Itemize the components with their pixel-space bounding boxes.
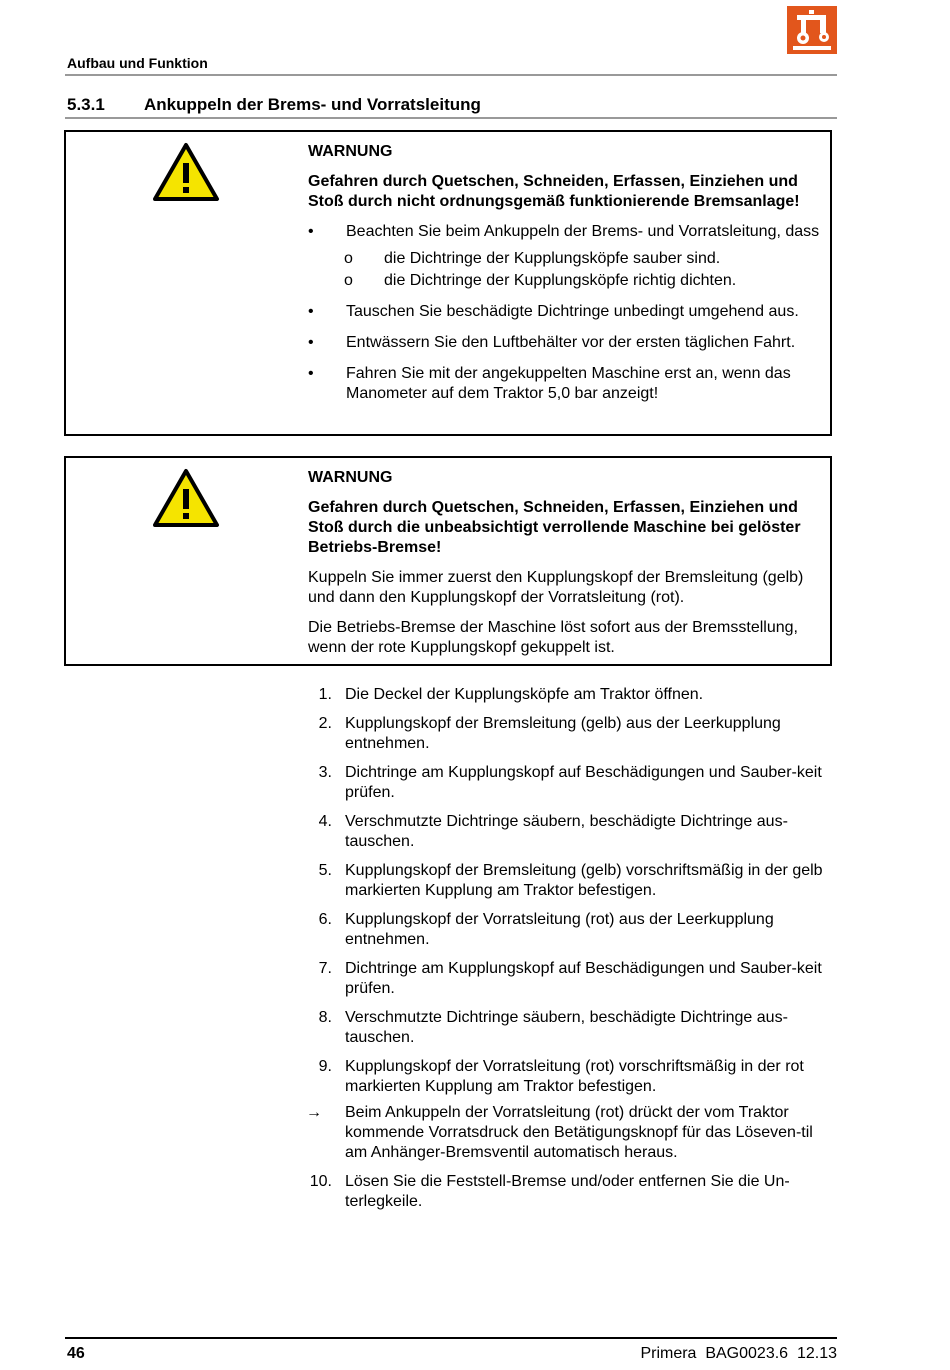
footer-rule	[65, 1337, 837, 1339]
list-item-text: Beachten Sie beim Ankuppeln der Brems- und Vorratsleitung, dass	[346, 223, 820, 240]
step-text: Dichtringe am Kupplungskopf auf Beschädigungen und Sauber-keit prüfen.	[345, 764, 822, 801]
step-text: Dichtringe am Kupplungskopf auf Beschädigungen und Sauber-keit prüfen.	[345, 960, 822, 997]
step-text: Verschmutzte Dichtringe säubern, beschädigte Dichtringe aus-tauschen.	[345, 1009, 788, 1046]
document-reference: Primera BAG0023.6 12.13	[640, 1345, 837, 1362]
warning-content	[308, 142, 833, 415]
warning-box-brake-system	[64, 130, 832, 436]
bullet-mark: •	[308, 365, 314, 382]
amazone-logo	[787, 6, 837, 54]
warning-triangle-icon	[152, 468, 220, 528]
step-number: 6.	[318, 911, 332, 928]
sub-bullet-mark: ο	[344, 250, 353, 267]
step-item	[306, 714, 836, 754]
step-item	[306, 685, 836, 705]
list-item-text: Entwässern Sie den Luftbehälter vor der ersten täglichen Fahrt.	[346, 334, 796, 351]
step-number: 2.	[318, 715, 332, 732]
warning-triangle-icon	[152, 142, 220, 202]
sub-bullet-mark: ο	[344, 272, 353, 289]
step-text: Kupplungskopf der Vorratsleitung (rot) vorschriftsmäßig in der rot markierten Kupplung am Traktor befestigen.	[345, 1058, 804, 1095]
warning-title: WARNUNG	[308, 143, 393, 160]
list-item	[308, 222, 833, 242]
step-item	[306, 861, 836, 901]
warning-paragraph: Kuppeln Sie immer zuerst den Kupplungskopf der Bremsleitung (gelb) und dann den Kupplungskopf der Vorratsleitung (rot).	[308, 569, 804, 606]
list-item	[308, 364, 833, 404]
step-item	[306, 763, 836, 803]
procedure-steps	[306, 685, 836, 1221]
section-header: Aufbau und Funktion	[67, 55, 208, 71]
list-item-text: Tauschen Sie beschädigte Dichtringe unbedingt umgehend aus.	[346, 303, 799, 320]
heading-number: 5.3.1	[67, 95, 105, 114]
warning-box-rolling-machine	[64, 456, 832, 666]
warning-content	[308, 468, 833, 668]
step-number: 1.	[318, 686, 332, 703]
bullet-mark: •	[308, 303, 314, 320]
list-item-text: Fahren Sie mit der angekuppelten Maschine erst an, wenn das Manometer auf dem Traktor 5,0 bar anzeigt!	[346, 365, 791, 402]
step-item	[306, 959, 836, 999]
warning-subtitle: Gefahren durch Quetschen, Schneiden, Erfassen, Einziehen und Stoß durch nicht ordnungsgemäß funktionierende Bremsanlage!	[308, 173, 800, 210]
warning-title: WARNUNG	[308, 469, 393, 486]
step-text: Kupplungskopf der Bremsleitung (gelb) aus der Leerkupplung entnehmen.	[345, 715, 781, 752]
step-text: Lösen Sie die Feststell-Bremse und/oder entfernen Sie die Un-terlegkeile.	[345, 1173, 790, 1210]
sub-list-item-text: die Dichtringe der Kupplungsköpfe richtig dichten.	[384, 272, 737, 289]
step-text: Beim Ankuppeln der Vorratsleitung (rot) drückt der vom Traktor kommende Vorratsdruck den Betätigungsknopf für das Löseven-til am Anhänger-Bremsventil automatisch heraus.	[345, 1104, 813, 1161]
step-text: Kupplungskopf der Vorratsleitung (rot) aus der Leerkupplung entnehmen.	[345, 911, 774, 948]
step-result	[306, 1103, 836, 1163]
warning-subtitle: Gefahren durch Quetschen, Schneiden, Erfassen, Einziehen und Stoß durch die unbeabsichtigt verrollende Maschine bei gelöster Betriebs-Bremse!	[308, 499, 801, 556]
step-number: 5.	[318, 862, 332, 879]
section-heading	[67, 95, 481, 115]
bullet-mark: •	[308, 223, 314, 240]
step-text: Kupplungskopf der Bremsleitung (gelb) vorschriftsmäßig in der gelb markierten Kupplung am Traktor befestigen.	[345, 862, 823, 899]
result-arrow-icon: →	[306, 1104, 322, 1121]
step-text: Die Deckel der Kupplungsköpfe am Traktor öffnen.	[345, 686, 704, 703]
step-item	[306, 910, 836, 950]
sub-list-item	[308, 249, 833, 269]
step-number: 10.	[309, 1173, 332, 1190]
step-number: 7.	[318, 960, 332, 977]
list-item	[308, 302, 833, 322]
step-text: Verschmutzte Dichtringe säubern, beschädigte Dichtringe aus-tauschen.	[345, 813, 788, 850]
heading-title: Ankuppeln der Brems- und Vorratsleitung	[144, 95, 481, 114]
step-item	[306, 812, 836, 852]
step-number: 9.	[318, 1058, 332, 1075]
step-item	[306, 1008, 836, 1048]
heading-rule	[65, 117, 837, 119]
page-number: 46	[67, 1345, 85, 1362]
step-item	[306, 1057, 836, 1097]
bullet-mark: •	[308, 334, 314, 351]
warning-paragraph: Die Betriebs-Bremse der Maschine löst sofort aus der Bremsstellung, wenn der rote Kupplungskopf gekuppelt ist.	[308, 619, 798, 656]
list-item	[308, 333, 833, 353]
step-item	[306, 1172, 836, 1212]
amazone-logo-icon	[787, 6, 837, 54]
sub-list-item-text: die Dichtringe der Kupplungsköpfe sauber sind.	[384, 250, 721, 267]
step-number: 3.	[318, 764, 332, 781]
step-number: 4.	[318, 813, 332, 830]
header-rule	[65, 74, 837, 76]
sub-list-item	[308, 271, 833, 291]
step-number: 8.	[318, 1009, 332, 1026]
